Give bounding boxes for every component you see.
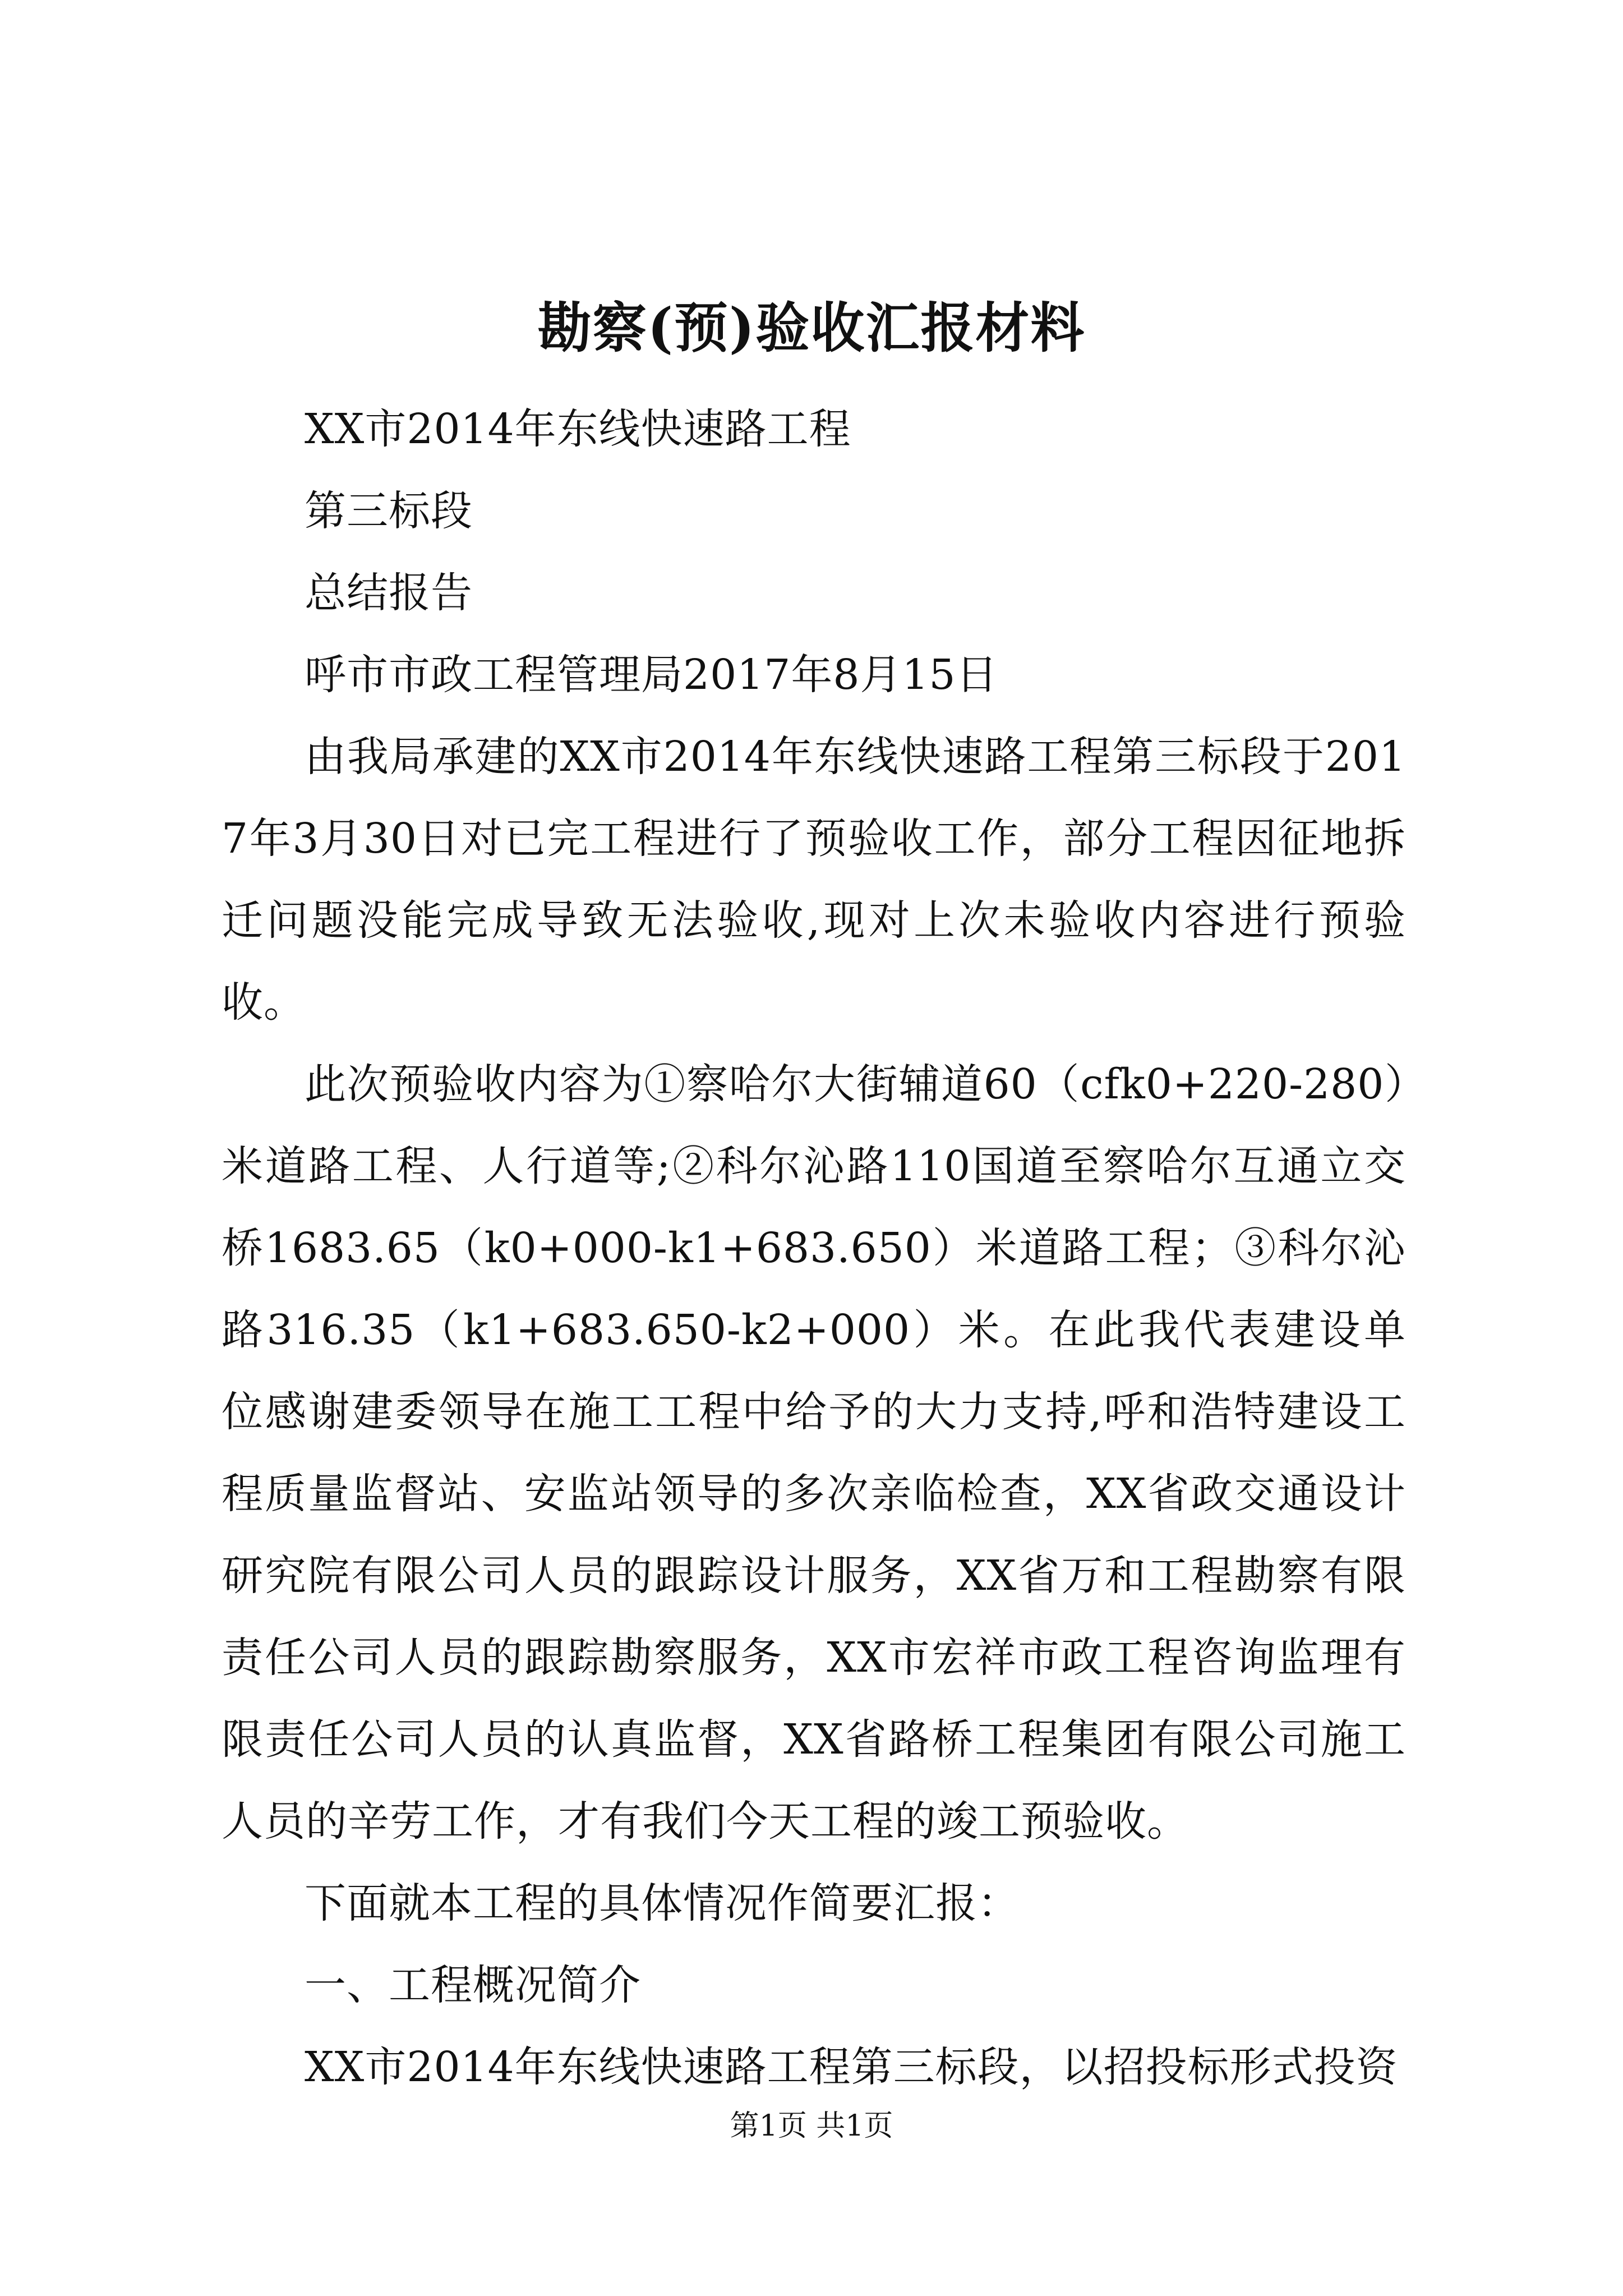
page-footer: 第1页 共1页 — [730, 2109, 893, 2143]
paragraph-acceptance-content: 此次预验收内容为①察哈尔大街辅道60（cfk0+220-280）米道路工程、人行道等;②科尔沁路110国道至察哈尔互通立交桥1683.65（k0+000-k1+683.650）米道路工程；③科尔沁路316.35（k1+683.650-k2+000）米。在此我代表建设单位感谢建委领导在施工工程中给予的大力支持,呼和浩特建设工程质量监督站、安监站领导的多次亲临检查，XX省政交通设计研究院有限公司人员的跟踪设计服务，XX省万和工程勘察有限责任公司人员的跟踪勘察服务，XX市宏祥市政工程咨询监理有限责任公司人员的认真监督，XX省路桥工程集团有限公司施工人员的辛劳工作，才有我们今天工程的竣工预验收。 — [222, 1060, 1406, 1846]
paragraph-section: 第三标段 — [305, 487, 473, 535]
document-body — [222, 388, 1406, 2108]
paragraph-summary-lead: 下面就本工程的具体情况作简要汇报： — [305, 1879, 1020, 1927]
paragraph-intro: 由我局承建的XX市2014年东线快速路工程第三标段于2017年3月30日对已完工程进行了预验收工作，部分工程因征地拆迁问题没能完成导致无法验收,现对上次未验收内容进行预验收。 — [222, 733, 1406, 1027]
paragraph-overview: XX市2014年东线快速路工程第三标段，以招投标形式投资 — [305, 2043, 1398, 2091]
paragraph-project-name: XX市2014年东线快速路工程 — [305, 405, 851, 453]
paragraph-issuer-date: 呼市市政工程管理局2017年8月15日 — [305, 651, 998, 699]
section-heading-overview: 一、工程概况简介 — [305, 1961, 641, 2009]
paragraph-report-type: 总结报告 — [305, 569, 473, 617]
document-title: 勘察(预)验收汇报材料 — [537, 296, 1086, 360]
